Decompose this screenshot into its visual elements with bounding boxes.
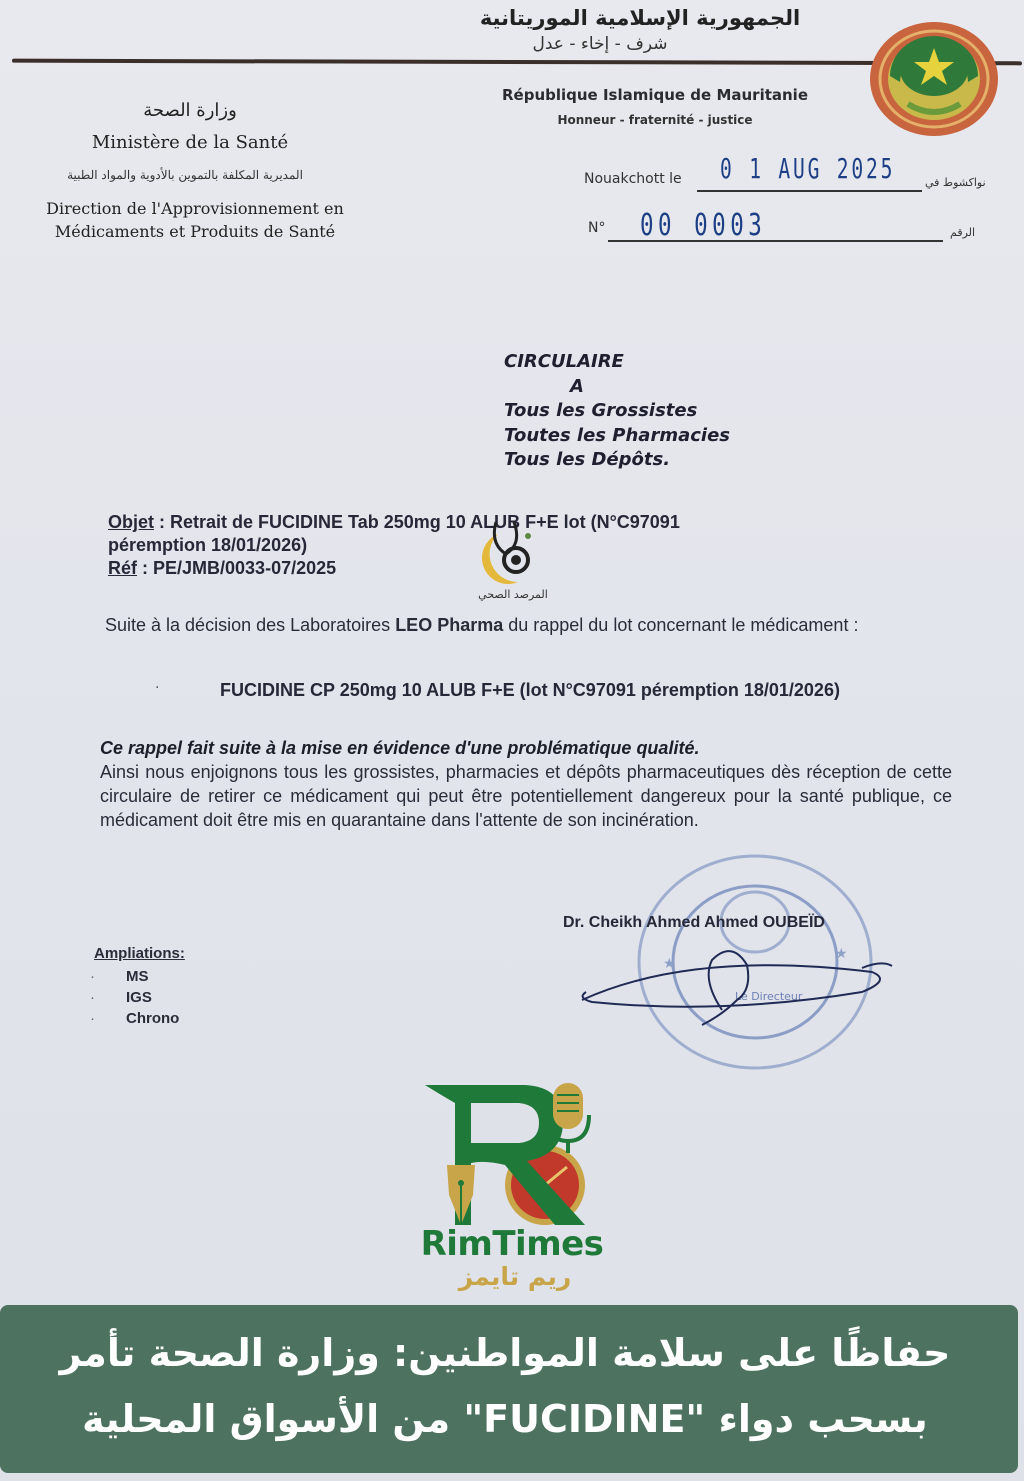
date-underline xyxy=(697,190,922,192)
objet-text: : Retrait de FUCIDINE Tab 250mg 10 ALUB F+E lot (N°C97091 xyxy=(154,512,680,532)
recall-instructions: Ainsi nous enjoignons tous les grossistes, pharmacies et dépôts pharmaceutiques dès réception de cette circulaire de retirer ce médicament qui peut être potentiellement dangereux pour la santé publique, ce médicament doit être mis en quarantaine dans l'attente de son incinération. xyxy=(100,762,952,830)
direction-line-1: Direction de l'Approvisionnement en xyxy=(46,199,344,218)
motto-fr: Honneur - fraternité - justice xyxy=(557,113,753,127)
direction-name-ar: المديرية المكلفة بالتموين بالأدوية والمواد الطبية xyxy=(67,168,303,182)
observatory-name-ar: المرصد الصحي xyxy=(478,588,548,601)
ampliation-item: · MS xyxy=(90,968,149,985)
intro-paragraph xyxy=(105,614,955,636)
intro-text: Suite à la décision des Laboratoires xyxy=(105,615,396,635)
country-name-ar: الجمهورية الإسلامية الموريتانية xyxy=(479,6,801,30)
svg-text:Le Directeur: Le Directeur xyxy=(735,990,803,1003)
country-name-fr: République Islamique de Mauritanie xyxy=(501,86,808,104)
motto-ar: شرف - إخاء - عدل xyxy=(532,34,668,54)
ampliations-list xyxy=(90,966,179,1029)
brand-name: RimTimes xyxy=(420,1224,604,1264)
stethoscope-crescent-icon xyxy=(468,514,558,586)
ministry-name-fr: Ministère de la Santé xyxy=(91,132,289,153)
observatory-watermark xyxy=(468,514,558,606)
svg-text:★: ★ xyxy=(835,946,848,962)
ampliations-title: Ampliations: xyxy=(94,945,185,962)
ministry-name-ar: وزارة الصحة xyxy=(143,100,237,121)
intro-text-end: du rappel du lot concernant le médicament : xyxy=(503,615,859,635)
national-emblem-icon xyxy=(868,20,1000,138)
ampliation-item: · Chrono xyxy=(90,1010,180,1027)
ref-label: Réf xyxy=(108,558,138,578)
signatory-name: Dr. Cheikh Ahmed Ahmed OUBEÏD xyxy=(563,914,825,931)
brand-name-ar: ريم تايمز xyxy=(458,1262,572,1291)
circular-title: CIRCULAIRE xyxy=(504,351,624,372)
recipient-line: Toutes les Pharmacies xyxy=(504,424,730,446)
ampliation-label: IGS xyxy=(126,989,152,1006)
ref-text: : PE/JMB/0033-07/2025 xyxy=(137,558,337,578)
rimtimes-logo-icon xyxy=(415,1075,615,1235)
recipient-line: Tous les Dépôts. xyxy=(504,449,671,470)
recipients-to: A xyxy=(570,375,584,397)
laboratory-name: LEO Pharma xyxy=(395,615,504,635)
headline-line-1: حفاظًا على سلامة المواطنين: وزارة الصحة تأمر xyxy=(59,1331,951,1375)
recipient-line: Tous les Grossistes xyxy=(504,400,698,421)
recall-reason: Ce rappel fait suite à la mise en évidence d'une problématique qualité. xyxy=(100,738,700,758)
headline-line-2: بسحب دواء "FUCIDINE" من الأسواق المحلية xyxy=(82,1397,928,1441)
svg-text:★: ★ xyxy=(663,956,676,972)
direction-name-fr xyxy=(25,197,365,243)
number-label: N° xyxy=(588,220,606,236)
objet-label: Objet xyxy=(108,512,155,532)
ampliation-label: MS xyxy=(126,968,149,985)
objet-text-line-2: péremption 18/01/2026) xyxy=(108,535,308,555)
ampliation-item: · IGS xyxy=(90,989,152,1006)
recipients-block xyxy=(504,350,730,473)
headline-text xyxy=(30,1320,980,1452)
date-stamp: 0 1 AUG 2025 xyxy=(720,152,896,185)
signature-scribble xyxy=(572,940,902,1040)
date-label-ar: نواكشوط في xyxy=(925,176,986,189)
number-label-ar: الرقم xyxy=(950,226,976,239)
direction-line-2: Médicaments et Produits de Santé xyxy=(54,222,336,241)
ampliation-label: Chrono xyxy=(126,1010,180,1027)
recalled-product: FUCIDINE CP 250mg 10 ALUB F+E (lot N°C97091 péremption 18/01/2026) xyxy=(220,680,840,700)
bullet-marker: · xyxy=(155,680,160,696)
recall-paragraph xyxy=(100,736,952,832)
date-label: Nouakchott le xyxy=(584,171,682,187)
number-stamp: 00 0003 xyxy=(640,208,767,243)
